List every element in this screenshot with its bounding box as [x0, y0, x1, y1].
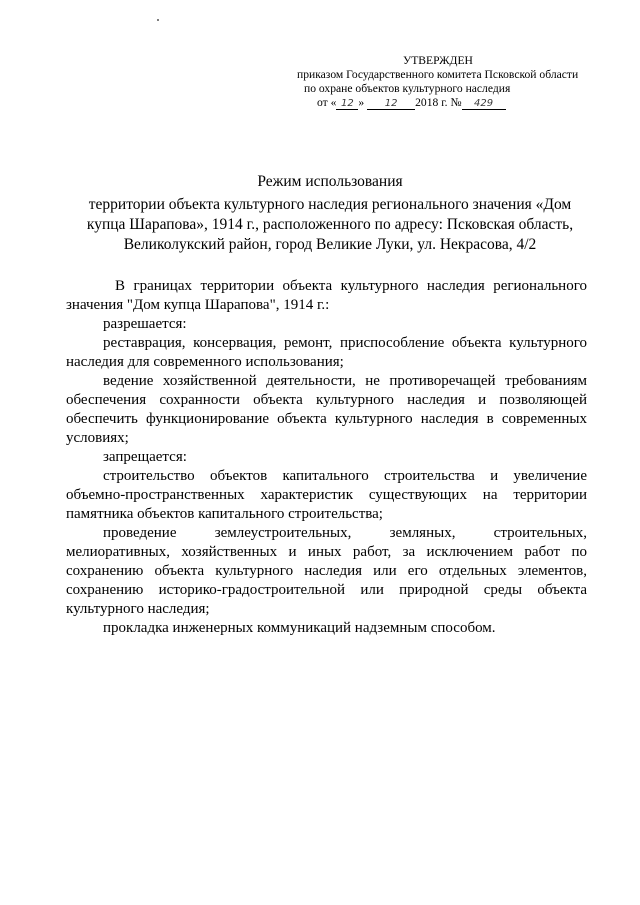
approval-title: УТВЕРЖДЕН: [403, 54, 473, 67]
title-line-3: Великолукский район, город Великие Луки, ул. Некрасова, 4/2: [123, 236, 537, 253]
forbidden-item-2: проведение землеустроительных, земляных, строительных, мелиоративных, хозяйственных и иных работ, за исключением работ по сохранению объекта культурного наследия или его отдельных элементов, сохранению историко-градостроительной или природной среды объекта культурного наследия;: [66, 525, 587, 617]
scan-speck: [157, 19, 159, 21]
title-heading: Режим использования: [257, 173, 403, 190]
date-prefix: от «: [317, 96, 337, 109]
approval-stamp: [292, 54, 592, 110]
allowed-item-1: реставрация, консервация, ремонт, приспособление объекта культурного наследия для современного использования;: [66, 335, 587, 370]
forbidden-item-1: строительство объектов капитального строительства и увеличение объемно-пространственных характеристик существующих на территории памятника объектов капитального строительства;: [66, 468, 587, 522]
document-title: [40, 172, 620, 255]
approval-date-line: [292, 96, 592, 110]
title-line-1: территории объекта культурного наследия регионального значения «Дом: [88, 196, 572, 213]
handwritten-month: 12: [367, 98, 415, 110]
approval-committee-line: по охране объектов культурного наследия: [304, 82, 511, 95]
forbidden-item-3: прокладка инженерных коммуникаций надземным способом.: [103, 620, 496, 636]
document-body: [66, 277, 587, 638]
date-mid: »: [358, 96, 365, 109]
title-line-2: купца Шарапова», 1914 г., расположенного по адресу: Псковская область,: [86, 216, 574, 233]
allowed-label: разрешается:: [103, 316, 187, 332]
handwritten-day: 12: [336, 98, 358, 110]
approval-order-line: приказом Государственного комитета Псковской области: [297, 68, 579, 81]
allowed-item-2: ведение хозяйственной деятельности, не противоречащей требованиям обеспечения сохранности объекта культурного наследия и позволяющей обеспечить функционирование объекта культурного наследия в современных условиях;: [66, 373, 587, 446]
forbidden-label: запрещается:: [103, 449, 187, 465]
intro-paragraph: В границах территории объекта культурного наследия регионального значения "Дом купца Шарапова", 1914 г.:: [66, 278, 587, 313]
handwritten-order-number: 429: [462, 98, 506, 110]
year-number-label: 2018 г. №: [415, 96, 462, 109]
